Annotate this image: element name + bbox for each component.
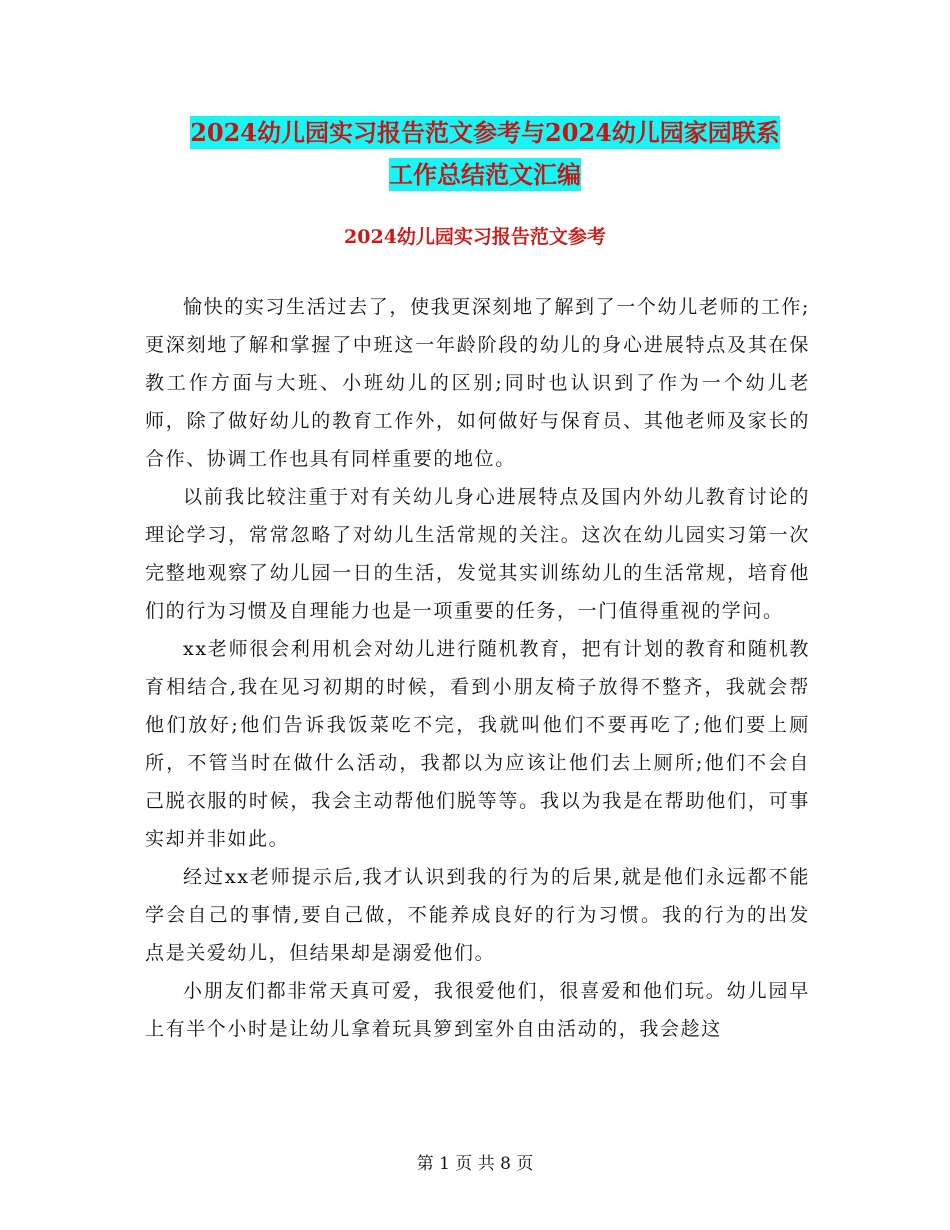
document-title	[140, 112, 830, 196]
paragraph: 愉快的实习生活过去了，使我更深刻地了解到了一个幼儿老师的工作;更深刻地了解和掌握了中班这一年龄阶段的幼儿的身心进展特点及其在保教工作方面与大班、小班幼儿的区别;同时也认识到了作为一个幼儿老师，除了做好幼儿的教育工作外，如何做好与保育员、其他老师及家长的合作、协调工作也具有同样重要的地位。	[145, 296, 810, 470]
title-line-1: 2024幼儿园实习报告范文参考与2024幼儿园家园联系	[190, 118, 780, 147]
section-heading: 2024幼儿园实习报告范文参考	[344, 226, 606, 248]
paragraph: 小朋友们都非常天真可爱，我很爱他们，很喜爱和他们玩。幼儿园早上有半个小时是让幼儿拿着玩具箩到室外自由活动的，我会趁这	[145, 980, 810, 1040]
page-number-label: 第 1 页 共 8 页	[416, 1154, 534, 1174]
paragraph: xx老师很会利用机会对幼儿进行随机教育，把有计划的教育和随机教育相结合,我在见习初期的时候，看到小朋友椅子放得不整齐，我就会帮他们放好;他们告诉我饭菜吃不完，我就叫他们不要再吃了;他们要上厕所，不管当时在做什么活动，我都以为应该让他们去上厕所;他们不会自己脱衣服的时候，我会主动帮他们脱等等。我以为我是在帮助他们，可事实却并非如此。	[145, 638, 810, 850]
paragraph: 以前我比较注重于对有关幼儿身心进展特点及国内外幼儿教育讨论的理论学习，常常忽略了对幼儿生活常规的关注。这次在幼儿园实习第一次完整地观察了幼儿园一日的生活，发觉其实训练幼儿的生活常规，培育他们的行为习惯及自理能力也是一项重要的任务，一门值得重视的学问。	[145, 486, 810, 622]
page-footer	[0, 1152, 950, 1176]
paragraph: 经过xx老师提示后,我才认识到我的行为的后果,就是他们永远都不能学会自己的事情,要自己做，不能养成良好的行为习惯。我的行为的出发点是关爱幼儿，但结果却是溺爱他们。	[145, 866, 810, 964]
body-text	[145, 288, 810, 1048]
title-line-2: 工作总结范文汇编	[389, 160, 581, 189]
